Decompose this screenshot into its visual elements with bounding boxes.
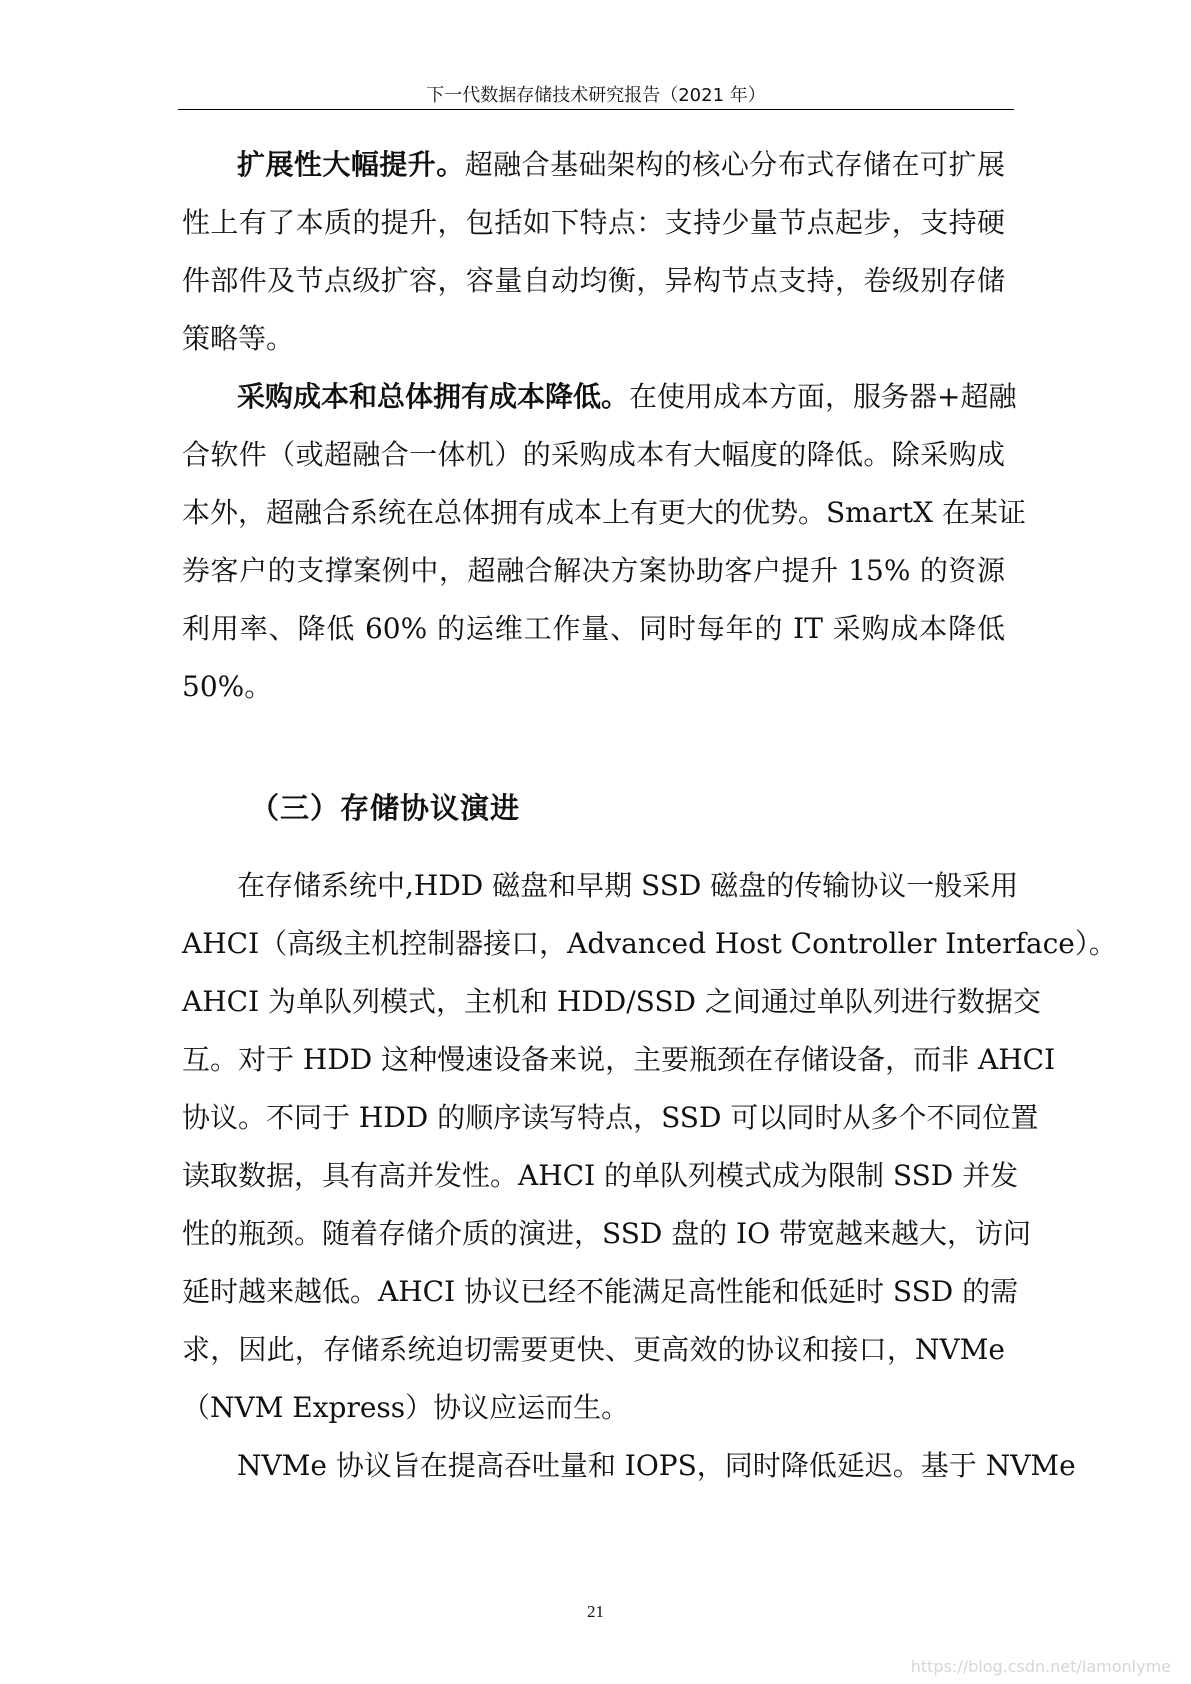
bold-lead: 扩展性大幅提升。 (237, 148, 465, 181)
watermark: https://blog.csdn.net/lamonlyme (910, 1657, 1171, 1676)
paragraph-line: 件部件及节点级扩容，容量自动均衡，异构节点支持，卷级别存储 (182, 264, 1005, 297)
paragraph-line: AHCI（高级主机控制器接口，Advanced Host Controller Interface）。 (182, 927, 1117, 960)
paragraph-line: 性上有了本质的提升，包括如下特点：支持少量节点起步，支持硬 (182, 206, 1005, 239)
paragraph-line: 券客户的支撑案例中，超融合解决方案协助客户提升 15% 的资源 (182, 554, 1005, 587)
text-run: 在使用成本方面，服务器+超融 (629, 380, 1017, 413)
bold-lead: 采购成本和总体拥有成本降低。 (237, 380, 630, 413)
header-divider (178, 109, 1014, 110)
running-header: 下一代数据存储技术研究报告（2021 年） (426, 85, 766, 106)
text-run: 超融合基础架构的核心分布式存储在可扩展 (464, 148, 1005, 181)
paragraph-line: 策略等。 (182, 322, 295, 355)
paragraph-line: （NVM Express）协议应运而生。 (182, 1391, 630, 1424)
paragraph-line: 本外，超融合系统在总体拥有成本上有更大的优势。SmartX 在某证 (182, 496, 1026, 529)
paragraph-line: 利用率、降低 60% 的运维工作量、同时每年的 IT 采购成本降低 (182, 612, 1005, 645)
paragraph-line: 50%。 (182, 670, 273, 703)
paragraph-line: 延时越来越低。AHCI 协议已经不能满足高性能和低延时 SSD 的需 (182, 1275, 1019, 1308)
paragraph-line (237, 377, 1017, 417)
paragraph-line: AHCI 为单队列模式，主机和 HDD/SSD 之间通过单队列进行数据交 (182, 985, 1041, 1018)
section-heading: （三）存储协议演进 (250, 791, 521, 825)
paragraph-line: 求，因此，存储系统迫切需要更快、更高效的协议和接口，NVMe (182, 1333, 1005, 1366)
paragraph-line (237, 145, 1005, 185)
page-number: 21 (587, 1602, 604, 1621)
paragraph-line: NVMe 协议旨在提高吞吐量和 IOPS，同时降低延迟。基于 NVMe (237, 1449, 1076, 1482)
paragraph-line: 在存储系统中,HDD 磁盘和早期 SSD 磁盘的传输协议一般采用 (237, 869, 1019, 902)
paragraph-line: 性的瓶颈。随着存储介质的演进，SSD 盘的 IO 带宽越来越大，访问 (182, 1217, 1032, 1250)
paragraph-line: 合软件（或超融合一体机）的采购成本有大幅度的降低。除采购成 (182, 438, 1005, 471)
paragraph-line: 协议。不同于 HDD 的顺序读写特点，SSD 可以同时从多个不同位置 (182, 1101, 1039, 1134)
paragraph-line: 读取数据，具有高并发性。AHCI 的单队列模式成为限制 SSD 并发 (182, 1159, 1019, 1192)
paragraph-line: 互。对于 HDD 这种慢速设备来说，主要瓶颈在存储设备，而非 AHCI (182, 1043, 1056, 1076)
